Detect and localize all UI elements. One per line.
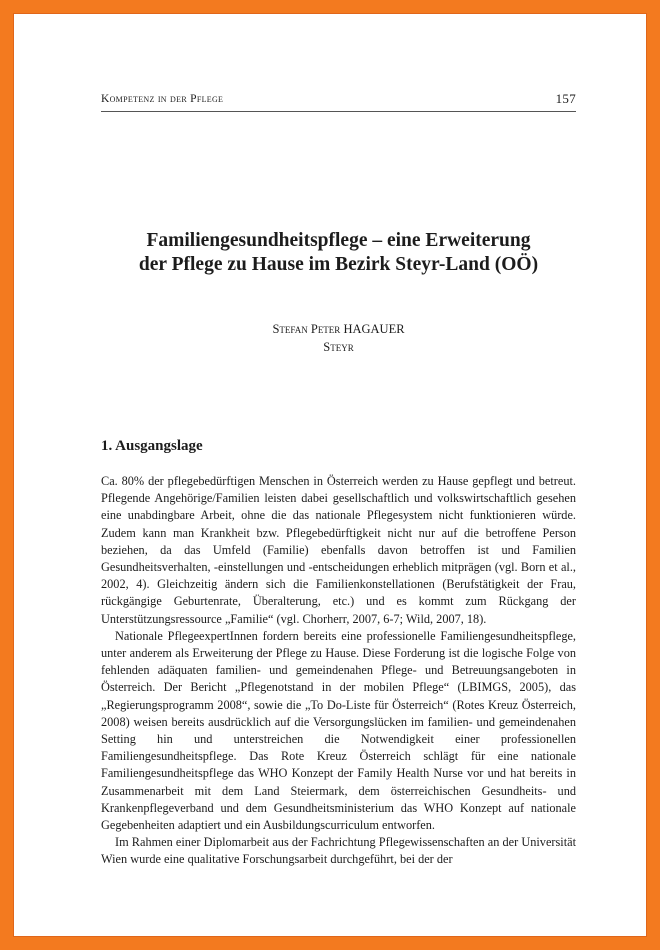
author-name	[101, 320, 576, 338]
paragraph: Im Rahmen einer Diplomarbeit aus der Fachrichtung Pflegewissenschaften an der Universität Wien wurde eine qualitative Forschungsarbeit durchgeführt, bei der der	[101, 835, 576, 867]
article-title	[101, 229, 576, 277]
running-title: Kompetenz in der Pflege	[101, 93, 224, 105]
author-block	[101, 320, 576, 356]
author-given-names: Stefan Peter	[272, 322, 341, 336]
page-number: 157	[555, 91, 576, 106]
running-header	[101, 93, 576, 105]
article-title-line-1: Familiengesundheitspflege – eine Erweiterung	[146, 230, 531, 251]
header-rule	[101, 111, 576, 112]
document-page	[13, 13, 647, 937]
author-affiliation: Steyr	[323, 340, 354, 354]
paragraph: Nationale PflegeexpertInnen fordern bereits eine professionelle Familiengesundheitspflege, unter anderem als Erweiterung der Pflege zu Hause. Diese Forderung ist die logische Folge von fehlenden adäquaten familien- und gemeindenahen Pflege- und Betreuungsangeboten in Österreich. Der Bericht „Pflegenotstand in der mobilen Pflege“ (LBIMGS, 2005), das „Regierungsprogramm 2008“, sowie die „To Do-Liste für Österreich“ (Rotes Kreuz Österreich, 2008) weisen bereits ausdrücklich auf die Versorgungslücken im familien- und gemeindenahen Setting hin und unterstreichen die Notwendigkeit einer professionellen Familiengesundheitspflege. Das Rote Kreuz Österreich schlägt für eine nationale Familiengesundheitspflege das WHO Konzept der Family Health Nurse vor und hat bereits in Zusammenarbeit mit dem Land Steiermark, dem österreichischen Gesundheits- und Krankenpflegeverband und dem Gesundheitsministerium das WHO Konzept auf nationale Gegebenheiten adaptiert und ein Ausbildungscurriculum entworfen.	[101, 628, 576, 833]
body-text	[101, 473, 576, 869]
section-heading: 1. Ausgangslage	[101, 438, 203, 454]
article-title-line-2: der Pflege zu Hause im Bezirk Steyr-Land (OÖ)	[138, 254, 539, 275]
paragraph: Ca. 80% der pflegebedürftigen Menschen in Österreich werden zu Hause gepflegt und betreut. Pflegende Angehörige/Familien leisten dabei gesellschaftlich und volkswirtschaftlich gesehen eine unabdingbare Arbeit, ohne die das nationale Pflegesystem nicht funktionieren würde. Zudem kann man Krankheit bzw. Pflegebedürftigkeit nicht nur auf die betroffene Person beziehen, da das Umfeld (Familie) ebenfalls davon betroffen ist und Familien Gesundheitsverhalten, -einstellungen und -entscheidungen erheblich mitprägen (vgl. Born et al., 2002, 4). Gleichzeitig ändern sich die Familienkonstellationen (Berufstätigkeit der Frau, rückgängige Geburtenrate, Überalterung, etc.) und es kommt zum Rückgang der Unterstützungsressource „Familie“ (vgl. Chorherr, 2007, 6-7; Wild, 2007, 18).	[101, 474, 576, 626]
author-surname: HAGAUER	[343, 322, 405, 336]
